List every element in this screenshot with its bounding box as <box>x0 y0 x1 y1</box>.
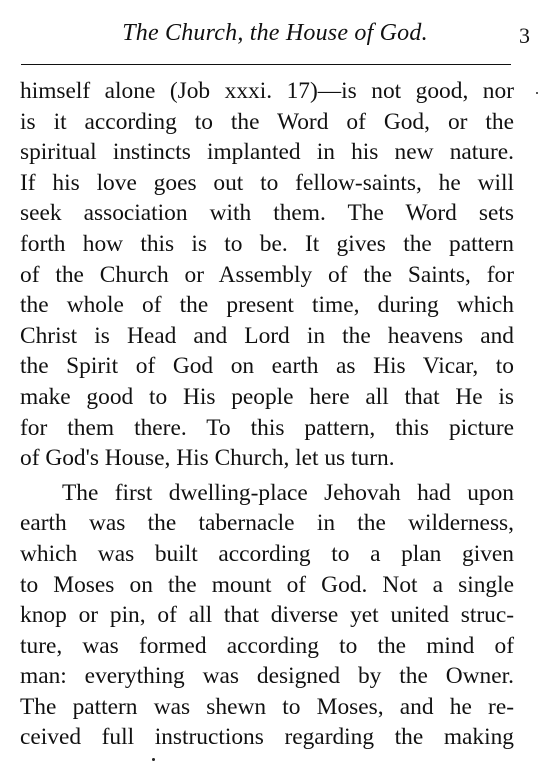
text-line: the Spirit of God on earth as His Vicar, to <box>20 353 514 380</box>
print-speck <box>152 758 155 761</box>
header-rule <box>21 64 511 65</box>
text-line: The pattern was shewn to Moses, and he re- <box>20 693 514 720</box>
text-line: which was built according to a plan given <box>20 540 514 567</box>
text-line: to Moses on the mount of God. Not a single <box>20 571 514 598</box>
running-head <box>20 14 530 54</box>
page-number: 3 <box>519 23 530 48</box>
text-line: make good to His people here all that He is <box>20 383 514 410</box>
text-line: ture, was formed according to the mind of <box>20 632 514 659</box>
text-line: for them there. To this pattern, this picture <box>20 414 514 441</box>
paragraph-1 <box>20 76 514 474</box>
text-line: earth was the tabernacle in the wilderness, <box>20 510 514 537</box>
text-line: The first dwelling-place Jehovah had upon <box>62 479 514 506</box>
paragraph-2 <box>20 478 514 753</box>
running-title: The Church, the House of God. <box>122 20 428 46</box>
body-text <box>20 76 514 753</box>
text-line: of God's House, His Church, let us turn. <box>20 445 395 472</box>
text-line: man: everything was designed by the Owner. <box>20 663 514 690</box>
text-line: himself alone (Job xxxi. 17)—is not good, nor <box>20 78 514 104</box>
text-line: ceived full instructions regarding the making <box>20 724 514 751</box>
text-line: Christ is Head and Lord in the heavens and <box>20 322 514 349</box>
text-line: spiritual instincts implanted in his new nature. <box>20 139 514 166</box>
text-line: seek association with them. The Word sets <box>20 200 514 227</box>
text-line: of the Church or Assembly of the Saints, for <box>20 261 514 288</box>
text-line: is it according to the Word of God, or the <box>20 108 514 135</box>
text-line: knop or pin, of all that diverse yet united struc- <box>20 602 514 629</box>
text-line: forth how this is to be. It gives the pattern <box>20 230 514 257</box>
text-line: If his love goes out to fellow-saints, he will <box>20 169 514 196</box>
print-speck <box>536 92 538 94</box>
text-line: the whole of the present time, during which <box>20 292 514 319</box>
